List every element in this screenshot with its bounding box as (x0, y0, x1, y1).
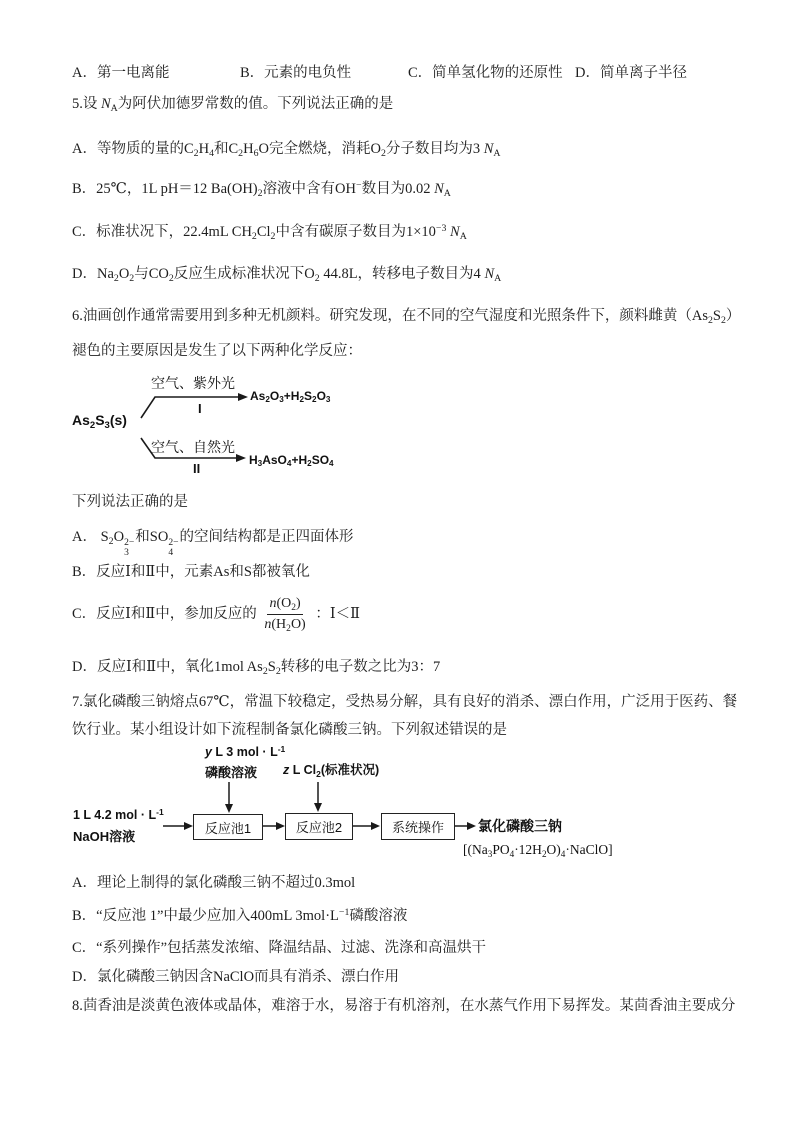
flow-arrowhead-3 (371, 822, 380, 830)
q4-option-b: B．元素的电负性 (240, 65, 352, 81)
route-1-products (250, 387, 330, 405)
superscript: −3 (435, 223, 447, 235)
flow-arrowhead-1 (184, 822, 193, 830)
sub-sup-stack (168, 538, 178, 557)
text-run: 分子数目均为3 (385, 141, 484, 157)
subscript: 2 (108, 535, 114, 547)
text-run: 5.设 (72, 96, 101, 112)
text-run: S (304, 389, 313, 403)
text-run: D．反应Ⅰ和Ⅱ中，氧化1mol As (72, 659, 263, 675)
subscript: A (494, 272, 502, 284)
naoh-amount (73, 806, 164, 824)
text-run: [(Na (463, 842, 488, 857)
subscript: 3 (104, 419, 110, 431)
text-run: H (198, 141, 210, 157)
product-name: 氯化磷酸三钠 (478, 818, 562, 834)
q8-stem-line-1: 8.茴香油是淡黄色液体或晶体，难溶于水，易溶于有机溶剂，在水蒸气作用下易挥发。某茴香油主要成分 (72, 998, 736, 1014)
subscript: A (493, 147, 501, 159)
route-2-label: II (193, 461, 201, 476)
subscript: 2 (89, 419, 96, 431)
reaction-scheme (60, 365, 360, 483)
text-run: 数目为0.02 (361, 181, 435, 197)
sub-sup-stack (124, 538, 134, 557)
subscript: 3 (124, 546, 129, 558)
fraction-denominator (262, 615, 307, 634)
q5-option-d (72, 264, 501, 284)
text-run: 转移的电子数之比为3：7 (280, 659, 441, 675)
q5-option-b (72, 179, 451, 199)
fraction-numerator (267, 595, 302, 615)
subscript: 2 (275, 665, 281, 677)
subscript: 4 (509, 848, 515, 859)
text-run: 为阿伏加德罗常数的值。下列说法正确的是 (117, 96, 394, 112)
q6-option-c-suffix: ：Ⅰ＜Ⅱ (315, 606, 360, 622)
italic-symbol: N (484, 266, 495, 282)
superscript: 2− (124, 537, 135, 549)
text-run: 1 L 4.2 mol · L (73, 808, 157, 822)
subscript: 4 (329, 459, 334, 469)
italic-symbol: N (483, 141, 494, 157)
subscript: 2 (721, 314, 726, 326)
text-run: S (267, 659, 276, 675)
q6-option-a (72, 527, 354, 557)
text-run: S (712, 308, 721, 324)
subscript: 2 (312, 395, 317, 405)
text-run: AsO (262, 453, 287, 467)
naoh-name: NaOH溶液 (73, 829, 136, 844)
text-run: (O (276, 596, 292, 612)
q6-stem-line-1 (72, 306, 740, 326)
italic-symbol: y (205, 745, 212, 759)
q5-option-c (72, 222, 467, 242)
subscript: 2 (251, 230, 257, 242)
subscript: A (443, 187, 451, 199)
italic-symbol: n (269, 596, 277, 612)
subscript: 3 (257, 459, 263, 469)
text-run: B．“反应池 1”中最少应加入400mL 3mol·L (72, 908, 339, 924)
text-run: 溶液中含有OH (262, 181, 357, 197)
subscript: 4 (560, 848, 566, 859)
q6-option-c (72, 594, 360, 634)
superscript: -1 (277, 743, 286, 754)
text-run: 反应生成标准状况下O (173, 266, 315, 282)
italic-symbol: z (283, 763, 290, 777)
text-run: 的空间结构都是正四面体形 (179, 529, 354, 545)
subscript: 2 (291, 603, 296, 614)
text-run: As (72, 412, 90, 428)
q7-option-c: C．“系列操作”包括蒸发浓缩、降温结晶、过滤、洗涤和高温烘干 (72, 940, 487, 956)
subscript: 2 (257, 187, 263, 199)
subscript: 2 (193, 147, 199, 159)
superscript: -1 (156, 806, 164, 817)
text-run: H (249, 453, 258, 467)
subscript: A (459, 230, 467, 242)
text-run: O (118, 266, 130, 282)
subscript: 2 (307, 459, 312, 469)
route-2-arrowhead (236, 454, 246, 462)
text-run: O (113, 529, 125, 545)
acid-name: 磷酸溶液 (205, 765, 258, 780)
q6-option-b: B．反应Ⅰ和Ⅱ中，元素As和S都被氧化 (72, 564, 310, 580)
q7-option-b (72, 906, 407, 926)
subscript: 4 (209, 147, 214, 159)
q6-option-c-prefix: C．反应Ⅰ和Ⅱ中，参加反应的 (72, 606, 257, 622)
text-run: O完全燃烧，消耗O (258, 141, 381, 157)
text-run: A．等物质的量的C (72, 141, 194, 157)
subscript: 2 (262, 665, 268, 677)
text-run: A． S (72, 529, 109, 545)
superscript: −1 (338, 907, 350, 919)
subscript: 3 (279, 395, 284, 405)
text-run: Cl (256, 224, 271, 240)
q5-option-a (72, 139, 501, 159)
route-1-label: I (198, 401, 202, 416)
subscript: 4 (168, 546, 174, 558)
q6-stem-line-2: 褪色的主要原因是发生了以下两种化学反应： (72, 343, 362, 359)
subscript: 2 (113, 272, 119, 284)
superscript: 2− (168, 537, 179, 549)
subscript: 2 (314, 272, 320, 284)
text-run: 44.8L，转移电子数目为4 (319, 266, 485, 282)
route-1-arrowhead (238, 393, 248, 401)
text-run: S (95, 412, 105, 428)
text-run: ） (725, 308, 741, 324)
flow-arrowhead-2 (276, 822, 285, 830)
system-operation: 系统操作 (381, 813, 455, 840)
text-run: L Cl (289, 763, 317, 777)
text-run: ·12H (514, 842, 542, 857)
reactant-formula (72, 411, 127, 429)
text-run: ) (295, 596, 301, 612)
q7-option-a: A．理论上制得的氯化磷酸三钠不超过0.3mol (72, 875, 356, 891)
subscript: 2 (168, 272, 174, 284)
subscript: 2 (286, 624, 291, 635)
route-1-arrow-line (141, 397, 240, 418)
subscript: 2 (265, 395, 270, 405)
route-2-condition: 空气、自然光 (151, 439, 235, 455)
subscript: 2 (238, 147, 244, 159)
text-run: O (269, 389, 280, 403)
text-run: D．Na (72, 266, 114, 282)
q4-option-c: C．简单氢化物的还原性 (408, 65, 563, 81)
italic-symbol: N (101, 96, 111, 112)
text-run: L 3 mol · L (211, 745, 278, 759)
text-run: 中含有碳原子数目为1×10 (275, 224, 436, 240)
route-1-condition: 空气、紫外光 (151, 375, 235, 391)
route-2-products (249, 451, 334, 469)
subscript: 4 (286, 459, 292, 469)
subscript: 2 (299, 395, 305, 405)
subscript: 2 (708, 314, 713, 326)
q7-stem-line-2: 饮行业。某小组设计如下流程制备氯化磷酸三钠。下列叙述错误的是 (72, 722, 507, 738)
chlorine-feed-arrowhead (314, 803, 322, 812)
process-flow (60, 740, 660, 864)
text-run: C．标准状况下，22.4mL CH (72, 224, 252, 240)
subscript: 3 (487, 848, 493, 859)
text-run: 与CO (134, 266, 169, 282)
chlorine-amount (283, 761, 379, 779)
subscript: 2 (270, 230, 276, 242)
acid-feed-arrowhead (225, 804, 233, 813)
text-run: (s) (109, 412, 127, 428)
subscript: 3 (325, 395, 331, 405)
text-run: 和C (213, 141, 239, 157)
text-run: O (316, 389, 326, 403)
text-run: (H (271, 617, 287, 633)
text-run: PO (492, 842, 510, 857)
subscript: 2 (380, 147, 386, 159)
subscript: A (110, 102, 118, 114)
product-formula (463, 841, 613, 859)
q4-option-a: A．第一电离能 (72, 65, 170, 81)
subscript: 6 (253, 147, 259, 159)
q7-option-d: D．氯化磷酸三钠因含NaClO而具有消杀、漂白作用 (72, 969, 400, 985)
subscript: 2 (316, 768, 321, 779)
acid-amount (205, 743, 285, 761)
text-run: SO (311, 453, 330, 467)
text-run: +H (291, 453, 308, 467)
italic-symbol: n (264, 617, 272, 633)
italic-symbol: N (434, 181, 444, 197)
q6-question: 下列说法正确的是 (72, 494, 188, 510)
text-run: ·NaClO] (565, 842, 613, 857)
text-run: O) (546, 842, 561, 857)
subscript: 2 (129, 272, 135, 284)
text-run: (标准状况) (320, 763, 380, 777)
q6-option-d (72, 657, 440, 677)
italic-symbol: N (446, 224, 460, 240)
q4-option-d: D．简单离子半径 (575, 65, 687, 81)
text-run: 和SO (135, 529, 169, 545)
text-run: As (250, 389, 266, 403)
ratio-fraction (262, 595, 307, 634)
superscript: − (356, 180, 362, 192)
text-run: B．25℃，1L pH＝12 Ba(OH) (72, 181, 258, 197)
flow-arrowhead-4 (467, 822, 476, 830)
text-run: H (243, 141, 254, 157)
reaction-tank-1: 反应池1 (193, 814, 263, 840)
subscript: 2 (541, 848, 547, 859)
text-run: +H (283, 389, 300, 403)
text-run: 磷酸溶液 (349, 908, 408, 924)
q5-stem (72, 94, 393, 114)
text-run: 6.油画创作通常需要用到多种无机颜料。研究发现，在不同的空气湿度和光照条件下，颜料雌黄（As (72, 308, 708, 324)
q7-stem-line-1: 7.氯化磷酸三钠熔点67℃，常温下较稳定，受热易分解，具有良好的消杀、漂白作用，广泛用于医药、餐 (72, 694, 738, 710)
text-run: O) (290, 617, 306, 633)
reaction-tank-2: 反应池2 (285, 813, 353, 840)
